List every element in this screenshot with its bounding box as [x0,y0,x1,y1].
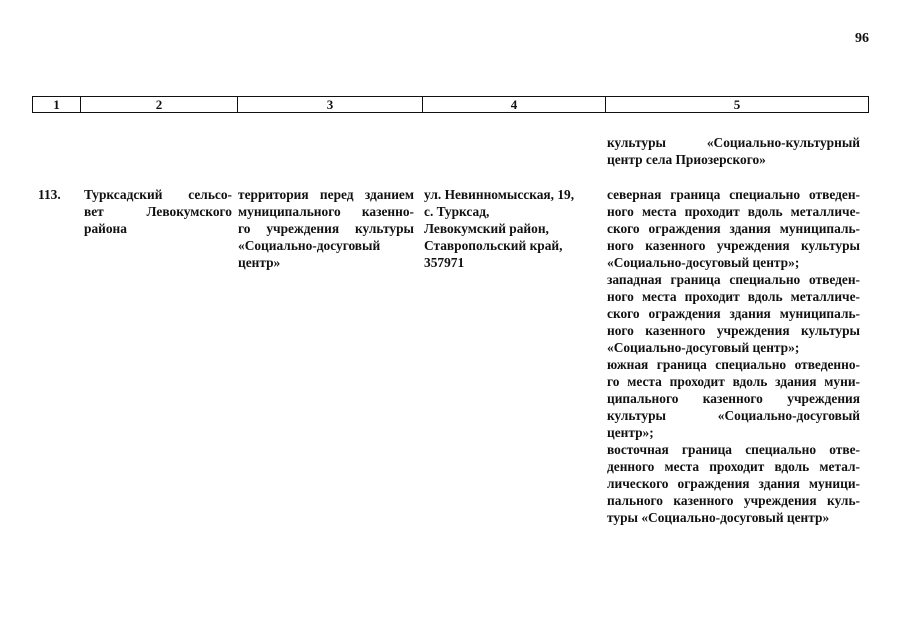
text-line: восточная граница специально отве- [607,442,860,457]
text-line: западная граница специально отведен- [607,272,860,287]
text-line: ного места проходит вдоль металличе- [607,289,860,304]
text-line: ципального казенного учреждения [607,391,860,406]
entry-address [424,186,600,271]
header-cell-5: 5 [733,97,741,112]
text-line: го места проходит вдоль здания муни- [607,374,860,389]
text-line: северная граница специально отведен- [607,187,860,202]
text-line: «Социально-досуговый [238,238,381,253]
page-number: 96 [855,31,869,46]
continuation-text [607,134,860,168]
text-line: южная граница специально отведенно- [607,357,860,372]
text-line: туры «Социально-досуговый центр» [607,510,830,525]
text-line: культуры «Социально-досуговый [607,408,860,423]
entry-settlement [84,186,232,237]
text-line: с. Турксад, [424,204,490,219]
header-cell-2: 2 [81,97,238,112]
text-line: района [84,221,127,236]
text-line: «Социально-досуговый центр»; [607,255,800,270]
text-line: пального казенного учреждения куль- [607,493,860,508]
text-line: вет Левокумского [84,204,232,219]
text-line: ного казенного учреждения культуры [607,323,860,338]
entry-boundaries [607,186,860,526]
header-cell-1: 1 [33,97,81,112]
text-line: культуры «Социально-культурный [607,135,860,150]
text-line: центр села Приозерского» [607,152,766,167]
text-line: ного казенного учреждения культуры [607,238,860,253]
text-line: территория перед зданием [238,187,414,202]
text-line: центр»; [607,425,654,440]
text-line: муниципального казенно- [238,204,414,219]
text-line: центр» [238,255,281,270]
text-line: «Социально-досуговый центр»; [607,340,800,355]
text-line: го учреждения культуры [238,221,414,236]
entry-place [238,186,414,271]
header-cell-3: 3 [238,97,423,112]
table-header-row [32,96,869,113]
text-line: ул. Невинномысская, 19, [424,187,575,202]
text-line: денного места проходит вдоль метал- [607,459,860,474]
text-line: ского ограждения здания муниципаль- [607,306,860,321]
text-line: Ставропольский край, [424,238,563,253]
text-line: ского ограждения здания муниципаль- [607,221,860,236]
text-line: Турксадский сельсо- [84,187,232,202]
text-line: Левокумский район, [424,221,549,236]
text-line: ного места проходит вдоль металличе- [607,204,860,219]
text-line: лического ограждения здания муници- [607,476,860,491]
entry-number: 113. [38,187,61,202]
text-line: 357971 [424,255,465,270]
header-cell-4: 4 [423,97,606,112]
